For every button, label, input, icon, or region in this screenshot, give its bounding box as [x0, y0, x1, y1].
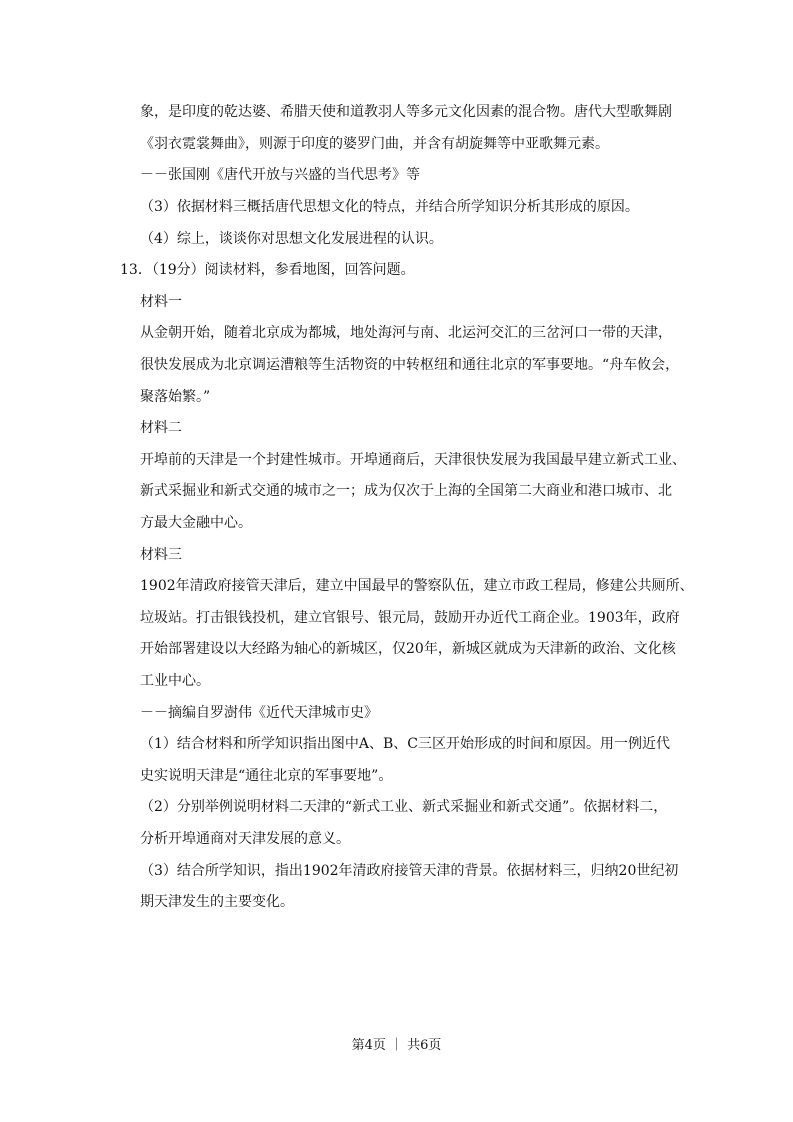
question-line: （2）分别举例说明材料二天津的“新式工业、新式采掘业和新式交通”。依据材料二，: [140, 799, 668, 815]
text-line: 开埠前的天津是一个封建性城市。开埠通商后，天津很快发展为我国最早建立新式工业、: [140, 452, 686, 468]
text-line: 1902年清政府接管天津后，建立中国最早的警察队伍，建立市政工程局，修建公共厕所、: [140, 578, 694, 594]
text-line: 象，是印度的乾达婆、希腊天使和道教羽人等多元文化因素的混合物。唐代大型歌舞剧: [140, 104, 672, 120]
material-heading: 材料一: [140, 294, 182, 310]
source-citation: －－张国刚《唐代开放与兴盛的当代思考》等: [140, 167, 420, 183]
question-line: 史实说明天津是“通往北京的军事要地”。: [140, 768, 393, 784]
page-number-footer: 第4页 ｜ 共6页: [351, 1038, 442, 1053]
text-line: 垃圾站。打击银钱投机，建立官银号、银元局，鼓励开办近代工商企业。1903年，政府: [140, 610, 680, 626]
question-line: （3）结合所学知识，指出1902年清政府接管天津的背景。依据材料三，归纳20世纪初: [140, 863, 679, 879]
question-line: （4）综上，谈谈你对思想文化发展进程的认识。: [140, 231, 443, 247]
text-line: 方最大金融中心。: [140, 515, 252, 531]
material-heading: 材料二: [140, 420, 182, 436]
text-line: 开始部署建设以大经路为轴心的新城区，仅20年，新城区就成为天津新的政治、文化核: [140, 641, 676, 657]
source-citation: －－摘编自罗澍伟《近代天津城市史》: [140, 705, 378, 721]
question-heading: 13．（19分）阅读材料，参看地图，回答问题。: [120, 262, 415, 278]
text-line: 从金朝开始，随着北京成为都城，地处海河与南、北运河交汇的三岔河口一带的天津，: [140, 325, 672, 341]
text-line: 《羽衣霓裳舞曲》，则源于印度的婆罗门曲，并含有胡旋舞等中亚歌舞元素。: [140, 136, 609, 152]
question-line: （1）结合材料和所学知识指出图中A、B、C三区开始形成的时间和原因。用一例近代: [140, 736, 671, 752]
material-heading: 材料三: [140, 547, 182, 563]
text-line: 很快发展成为北京调运漕粮等生活物资的中转枢纽和通往北京的军事要地。“舟车攸会，: [140, 357, 680, 373]
text-line: 聚落始繁。”: [140, 389, 211, 405]
text-line: 工业中心。: [140, 673, 210, 689]
question-line: （3）依据材料三概括唐代思想文化的特点，并结合所学知识分析其形成的原因。: [140, 199, 639, 215]
question-line: 期天津发生的主要变化。: [140, 894, 294, 910]
text-line: 新式采掘业和新式交通的城市之一；成为仅次于上海的全国第二大商业和港口城市、北: [140, 483, 672, 499]
question-line: 分析开埠通商对天津发展的意义。: [140, 831, 350, 847]
